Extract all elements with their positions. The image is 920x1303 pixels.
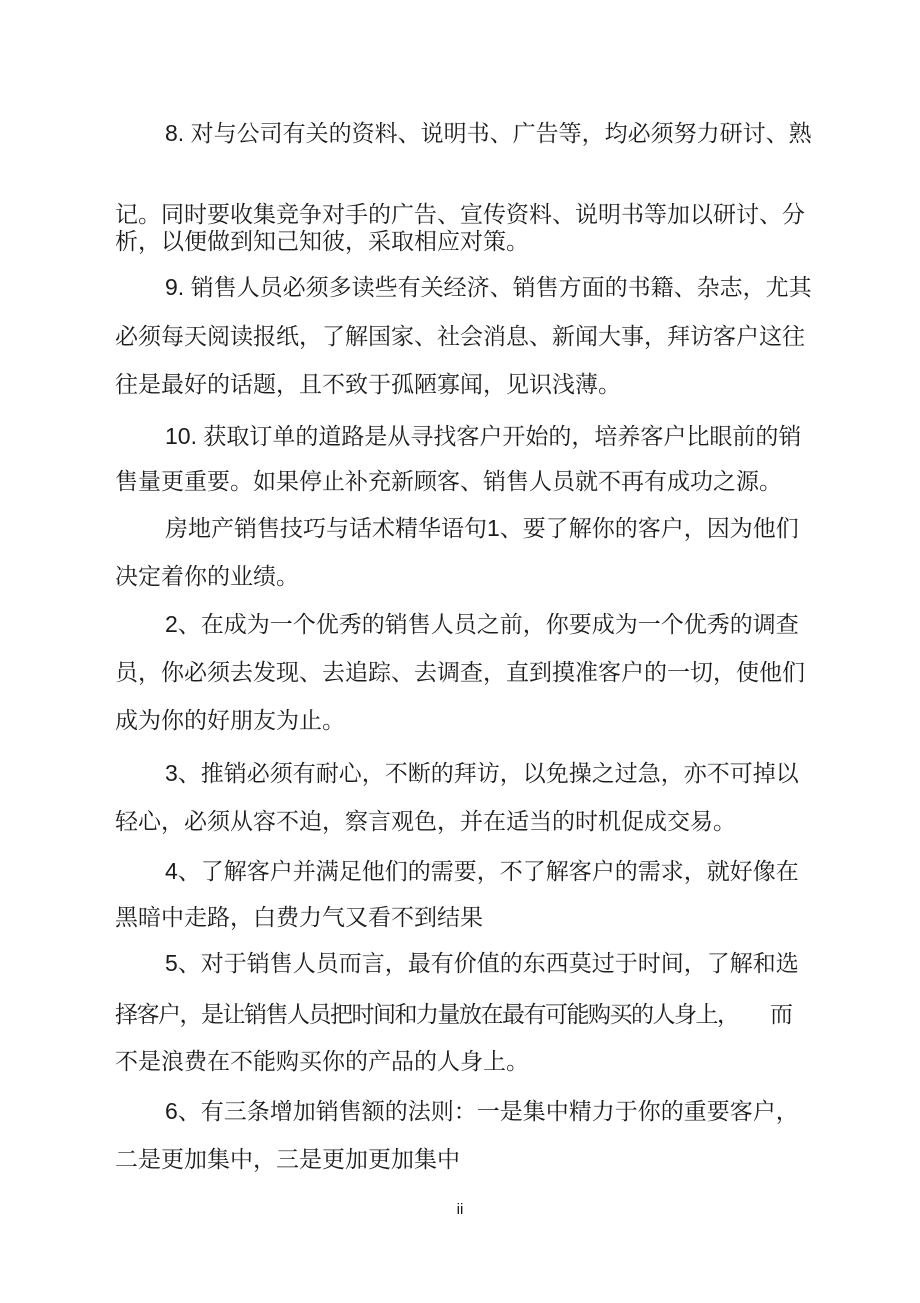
text-line: 往是最好的话题，且不致于孤陋寡闻，见识浅薄。 xyxy=(115,371,621,397)
text-line: 记。同时要收集竞争对手的广告、宣传资料、说明书等加以研讨、分 xyxy=(115,201,805,227)
text-line: 2、在成为一个优秀的销售人员之前，你要成为一个优秀的调查 xyxy=(165,611,799,637)
text-line: 二是更加集中，三是更加更加集中 xyxy=(115,1146,460,1172)
text-line: 析，以便做到知己知彼，采取相应对策。 xyxy=(115,228,529,254)
text-line: 择客户，是让销售人员把时间和力量放在最有可能购买的人身上， 而 xyxy=(115,1001,792,1027)
text-line: 黑暗中走路，白费力气又看不到结果 xyxy=(115,904,483,930)
text-line: 5、对于销售人员而言，最有价值的东西莫过于时间，了解和选 xyxy=(165,950,799,976)
text-line: 轻心，必须从容不迫，察言观色，并在适当的时机促成交易。 xyxy=(115,808,736,834)
text-line: 不是浪费在不能购买你的产品的人身上。 xyxy=(115,1048,529,1074)
text-line: 9. 销售人员必须多读些有关经济、销售方面的书籍、杂志，尤其 xyxy=(165,274,812,300)
text-line: 必须每天阅读报纸，了解国家、社会消息、新闻大事，拜访客户这往 xyxy=(115,323,805,349)
text-line: 成为你的好朋友为止。 xyxy=(115,707,345,733)
text-line: 6、有三条增加销售额的法则：一是集中精力于你的重要客户， xyxy=(165,1098,799,1124)
text-line: 售量更重要。如果停止补充新顾客、销售人员就不再有成功之源。 xyxy=(115,468,782,494)
text-line: 房地产销售技巧与话术精华语句1、要了解你的客户，因为他们 xyxy=(165,515,799,541)
text-line: 员，你必须去发现、去追踪、去调查，直到摸准客户的一切，使他们 xyxy=(115,659,805,685)
text-line: 3、推销必须有耐心，不断的拜访，以免操之过急，亦不可掉以 xyxy=(165,760,799,786)
page-number: ii xyxy=(456,1201,464,1218)
text-line: 4、了解客户并满足他们的需要，不了解客户的需求，就好像在 xyxy=(165,858,799,884)
text-line: 决定着你的业绩。 xyxy=(115,563,299,589)
text-line: 8. 对与公司有关的资料、说明书、广告等，均必须努力研讨、熟 xyxy=(165,120,812,146)
text-line: 10. 获取订单的道路是从寻找客户开始的，培养客户比眼前的销 xyxy=(165,423,802,449)
